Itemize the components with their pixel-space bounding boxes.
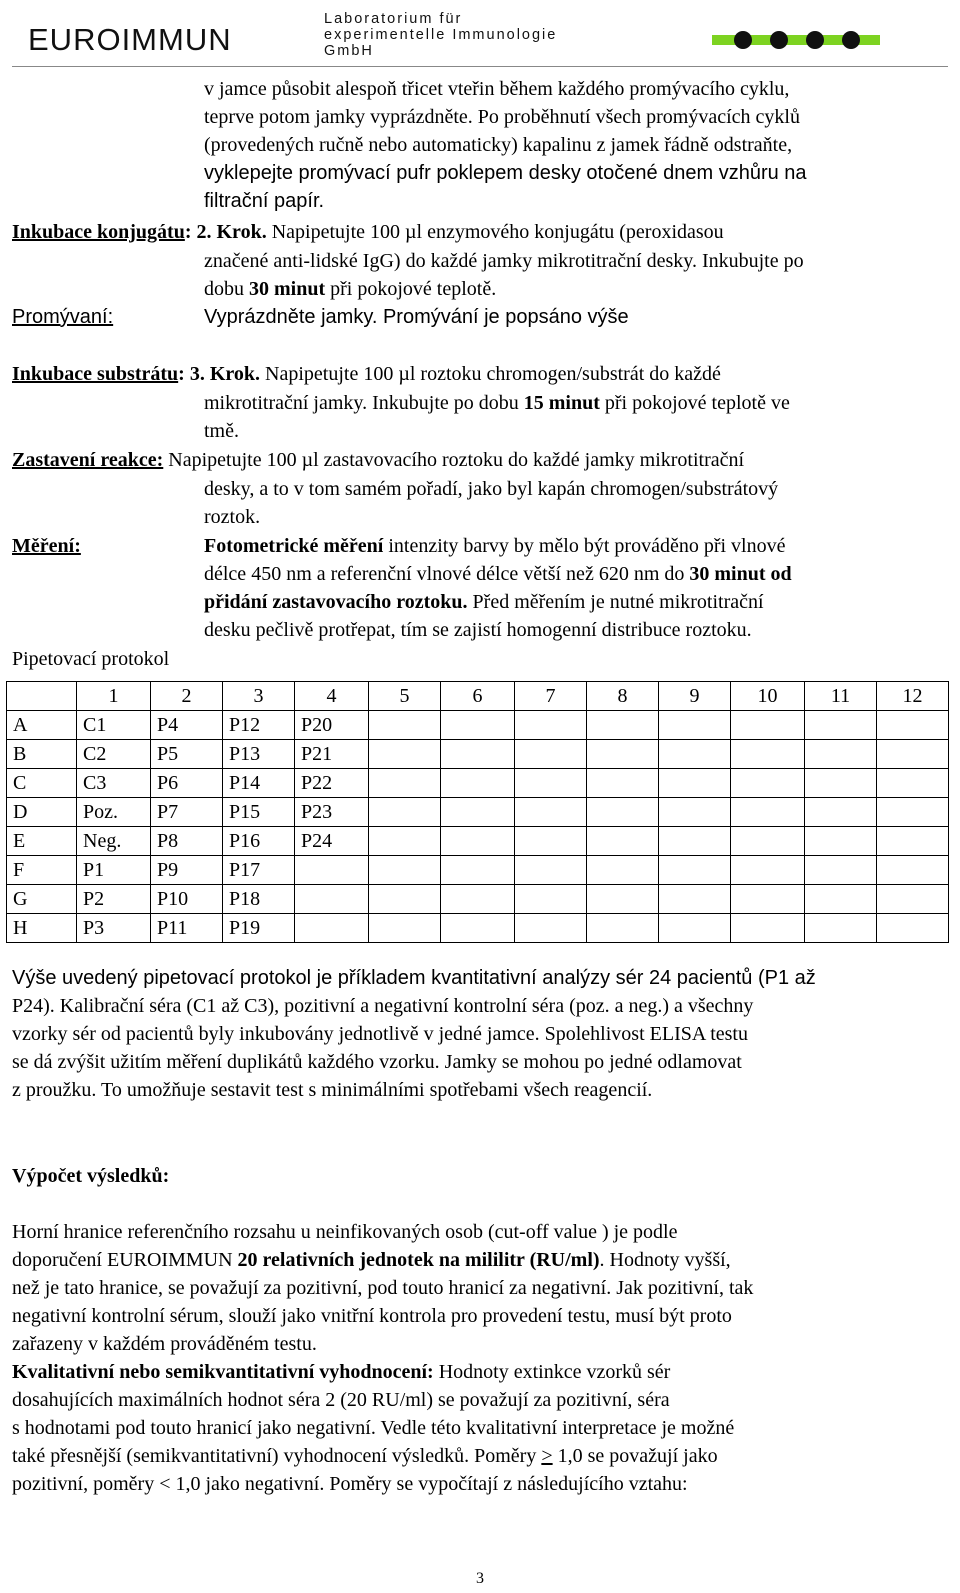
table-cell: P4	[151, 711, 223, 740]
table-cell	[659, 711, 731, 740]
row-header: E	[7, 827, 77, 856]
results-text: dosahujících maximálních hodnot séra 2 (20 RU/ml) se považují za pozitivní, séra	[12, 1389, 670, 1411]
protocol-note: z proužku. To umožňuje sestavit test s minimálními spotřebami všech reagencií.	[12, 1079, 653, 1101]
logo-dot	[734, 31, 752, 49]
measurement-text: přidání zastavovacího roztoku. Před měřením je nutné mikrotitrační	[204, 591, 764, 613]
measurement-text: desku pečlivě protřepat, tím se zajistí homogenní distribuce roztoku.	[204, 619, 752, 641]
table-cell	[587, 885, 659, 914]
table-cell	[441, 740, 515, 769]
table-cell	[587, 856, 659, 885]
table-cell	[515, 798, 587, 827]
table-cell	[295, 885, 369, 914]
table-cell	[731, 827, 805, 856]
table-cell	[369, 827, 441, 856]
conjugate-text: Napipetujte 100 µl enzymového konjugátu (peroxidasou	[266, 221, 724, 243]
stop-text: desky, a to v tom samém pořadí, jako byl kapán chromogen/substrátový	[204, 478, 779, 500]
table-cell	[805, 914, 877, 943]
lab-name-line3: GmbH	[324, 43, 374, 59]
results-heading: Výpočet výsledků:	[12, 1165, 170, 1187]
conjugate-step	[12, 220, 724, 244]
table-cell	[441, 914, 515, 943]
table-cell: P2	[77, 885, 151, 914]
column-header: 10	[731, 682, 805, 711]
table-cell: P7	[151, 798, 223, 827]
table-row	[7, 798, 949, 827]
euroimmun-logo: EUROIMMUN	[28, 22, 232, 57]
column-header: 2	[151, 682, 223, 711]
table-cell: P3	[77, 914, 151, 943]
table-cell	[659, 740, 731, 769]
table-cell	[441, 885, 515, 914]
table-cell: P15	[223, 798, 295, 827]
protocol-note: se dá zvýšit užitím měření duplikátů každého vzorku. Jamky se mohou po jedné odlamovat	[12, 1051, 742, 1073]
table-cell	[587, 827, 659, 856]
row-header: C	[7, 769, 77, 798]
results-text: s hodnotami pod touto hranicí jako negativní. Vedle této kvalitativní interpretace je možné	[12, 1417, 735, 1439]
table-cell	[369, 914, 441, 943]
results-text: také přesnější (semikvantitativní) vyhodnocení výsledků. Poměry > 1,0 se považují jako	[12, 1445, 718, 1467]
wash2-text: Vyprázdněte jamky. Promývání je popsáno výše	[204, 306, 629, 328]
logo-dot	[806, 31, 824, 49]
measurement-text: délce 450 nm a referenční vlnové délce větší než 620 nm do 30 minut od	[204, 563, 792, 585]
row-header: F	[7, 856, 77, 885]
results-text: Kvalitativní nebo semikvantitativní vyhodnocení: Hodnoty extinkce vzorků sér	[12, 1361, 671, 1383]
wash2-label: Promývaní:	[12, 306, 114, 328]
table-cell	[805, 769, 877, 798]
table-cell: P22	[295, 769, 369, 798]
results-text: Horní hranice referenčního rozsahu u neinfikovaných osob (cut-off value ) je podle	[12, 1221, 678, 1243]
substrate-text: tmě.	[204, 420, 239, 442]
table-cell	[369, 740, 441, 769]
table-cell: P19	[223, 914, 295, 943]
column-header: 8	[587, 682, 659, 711]
table-cell	[441, 856, 515, 885]
logo-dot	[842, 31, 860, 49]
wash-text: filtrační papír.	[204, 190, 325, 212]
table-cell: C3	[77, 769, 151, 798]
logo-dot	[770, 31, 788, 49]
table-cell	[877, 740, 949, 769]
column-header	[7, 682, 77, 711]
table-cell	[877, 914, 949, 943]
table-cell	[731, 856, 805, 885]
lab-name	[324, 11, 557, 59]
column-header: 6	[441, 682, 515, 711]
row-header: B	[7, 740, 77, 769]
results-text: pozitivní, poměry < 1,0 jako negativní. Poměry se vypočítají z následujícího vztahu:	[12, 1473, 688, 1495]
table-cell	[441, 798, 515, 827]
table-row	[7, 856, 949, 885]
table-cell: Poz.	[77, 798, 151, 827]
column-header: 11	[805, 682, 877, 711]
table-cell	[877, 769, 949, 798]
table-row	[7, 827, 949, 856]
table-header-row	[7, 682, 949, 711]
stop-text: roztok.	[204, 506, 261, 528]
table-cell	[369, 856, 441, 885]
results-text: než je tato hranice, se považují za pozitivní, pod touto hranicí za negativní. Jak pozitivní, tak	[12, 1277, 754, 1299]
protocol-note: P24). Kalibrační séra (C1 až C3), pozitivní a negativní kontrolní séra (poz. a neg.) a všechny	[12, 995, 754, 1017]
table-cell: P20	[295, 711, 369, 740]
table-cell	[659, 827, 731, 856]
measurement-label: Měření:	[12, 535, 81, 557]
results-text: doporučení EUROIMMUN 20 relativních jednotek na mililitr (RU/ml). Hodnoty vyšší,	[12, 1249, 731, 1271]
table-cell	[515, 914, 587, 943]
table-cell: Neg.	[77, 827, 151, 856]
column-header: 12	[877, 682, 949, 711]
conjugate-text: značené anti-lidské IgG) do každé jamky mikrotitrační desky. Inkubujte po	[204, 250, 804, 272]
table-row	[7, 740, 949, 769]
table-cell	[877, 885, 949, 914]
column-header: 7	[515, 682, 587, 711]
table-cell	[587, 769, 659, 798]
table-cell: P18	[223, 885, 295, 914]
table-cell	[515, 740, 587, 769]
protocol-title: Pipetovací protokol	[12, 648, 170, 670]
table-cell	[295, 914, 369, 943]
table-cell	[659, 885, 731, 914]
conjugate-label: Inkubace konjugátu	[12, 221, 185, 243]
logo-dots-bar	[712, 30, 880, 50]
table-cell: P6	[151, 769, 223, 798]
table-cell: P14	[223, 769, 295, 798]
table-cell	[659, 769, 731, 798]
table-cell	[731, 711, 805, 740]
table-cell	[659, 798, 731, 827]
table-cell: P17	[223, 856, 295, 885]
column-header: 1	[77, 682, 151, 711]
table-cell	[877, 856, 949, 885]
page-number: 3	[476, 1570, 484, 1587]
conjugate-step-number: : 2. Krok.	[184, 221, 267, 243]
table-cell	[587, 740, 659, 769]
table-cell	[731, 798, 805, 827]
table-row	[7, 769, 949, 798]
table-cell	[587, 798, 659, 827]
table-cell	[441, 769, 515, 798]
table-cell	[587, 914, 659, 943]
row-header: D	[7, 798, 77, 827]
table-cell: C1	[77, 711, 151, 740]
table-cell	[659, 856, 731, 885]
table-cell: P21	[295, 740, 369, 769]
table-cell	[515, 856, 587, 885]
substrate-step: Inkubace substrátu: 3. Krok. Napipetujte 100 µl roztoku chromogen/substrát do každé	[12, 363, 721, 385]
table-cell	[369, 798, 441, 827]
table-cell: C2	[77, 740, 151, 769]
table-cell	[515, 769, 587, 798]
table-cell	[441, 711, 515, 740]
results-text: negativní kontrolní sérum, slouží jako vnitřní kontrola pro provedení testu, musí být proto	[12, 1305, 732, 1327]
table-cell	[515, 711, 587, 740]
conjugate-text: dobu 30 minut při pokojové teplotě.	[204, 278, 497, 300]
header-rule	[12, 66, 948, 67]
table-cell: P8	[151, 827, 223, 856]
table-cell	[587, 711, 659, 740]
table-cell	[515, 827, 587, 856]
table-cell: P1	[77, 856, 151, 885]
table-cell	[441, 827, 515, 856]
pipetting-table	[6, 681, 949, 943]
lab-name-line2: experimentelle Immunologie	[324, 27, 558, 43]
table-row	[7, 914, 949, 943]
table-cell	[731, 914, 805, 943]
table-cell	[877, 711, 949, 740]
table-cell	[805, 856, 877, 885]
table-cell: P23	[295, 798, 369, 827]
wash-text: vyklepejte promývací pufr poklepem desky otočené dnem vzhůru na	[204, 162, 807, 184]
table-cell	[805, 711, 877, 740]
table-cell: P5	[151, 740, 223, 769]
column-header: 9	[659, 682, 731, 711]
measurement-text: Fotometrické měření intenzity barvy by mělo být prováděno při vlnové	[204, 535, 786, 557]
column-header: 5	[369, 682, 441, 711]
column-header: 3	[223, 682, 295, 711]
table-row	[7, 885, 949, 914]
page-header	[12, 0, 948, 68]
table-cell	[369, 711, 441, 740]
stop-step: Zastavení reakce: Napipetujte 100 µl zastavovacího roztoku do každé jamky mikrotitrační	[12, 449, 745, 471]
table-cell	[805, 885, 877, 914]
table-cell	[877, 798, 949, 827]
table-cell	[731, 740, 805, 769]
row-header: H	[7, 914, 77, 943]
row-header: G	[7, 885, 77, 914]
table-cell: P24	[295, 827, 369, 856]
table-cell: P11	[151, 914, 223, 943]
table-cell: P9	[151, 856, 223, 885]
lab-name-line1: Laboratorium für	[324, 11, 463, 27]
table-cell	[515, 885, 587, 914]
table-cell	[295, 856, 369, 885]
row-header: A	[7, 711, 77, 740]
table-cell: P16	[223, 827, 295, 856]
table-cell	[369, 885, 441, 914]
substrate-text: mikrotitrační jamky. Inkubujte po dobu 15 minut při pokojové teplotě ve	[204, 392, 790, 414]
table-cell	[805, 827, 877, 856]
table-cell	[805, 740, 877, 769]
results-text: zařazeny v každém prováděném testu.	[12, 1333, 317, 1355]
table-cell: P12	[223, 711, 295, 740]
protocol-note: Výše uvedený pipetovací protokol je příkladem kvantitativní analýzy sér 24 pacientů (P1 až	[12, 967, 816, 989]
table-row	[7, 711, 949, 740]
table-cell	[731, 885, 805, 914]
table-cell	[731, 769, 805, 798]
table-cell: P10	[151, 885, 223, 914]
wash-text: v jamce působit alespoň třicet vteřin během každého promývacího cyklu,	[204, 78, 790, 100]
wash-text: teprve potom jamky vyprázdněte. Po proběhnutí všech promývacích cyklů	[204, 106, 800, 128]
table-cell	[659, 914, 731, 943]
column-header: 4	[295, 682, 369, 711]
wash-text: (provedených ručně nebo automaticky) kapalinu z jamek řádně odstraňte,	[204, 134, 793, 156]
table-cell	[369, 769, 441, 798]
table-cell	[805, 798, 877, 827]
protocol-note: vzorky sér od pacientů byly inkubovány jednotlivě v jedné jamce. Spolehlivost ELISA testu	[12, 1023, 748, 1045]
table-cell: P13	[223, 740, 295, 769]
table-cell	[877, 827, 949, 856]
